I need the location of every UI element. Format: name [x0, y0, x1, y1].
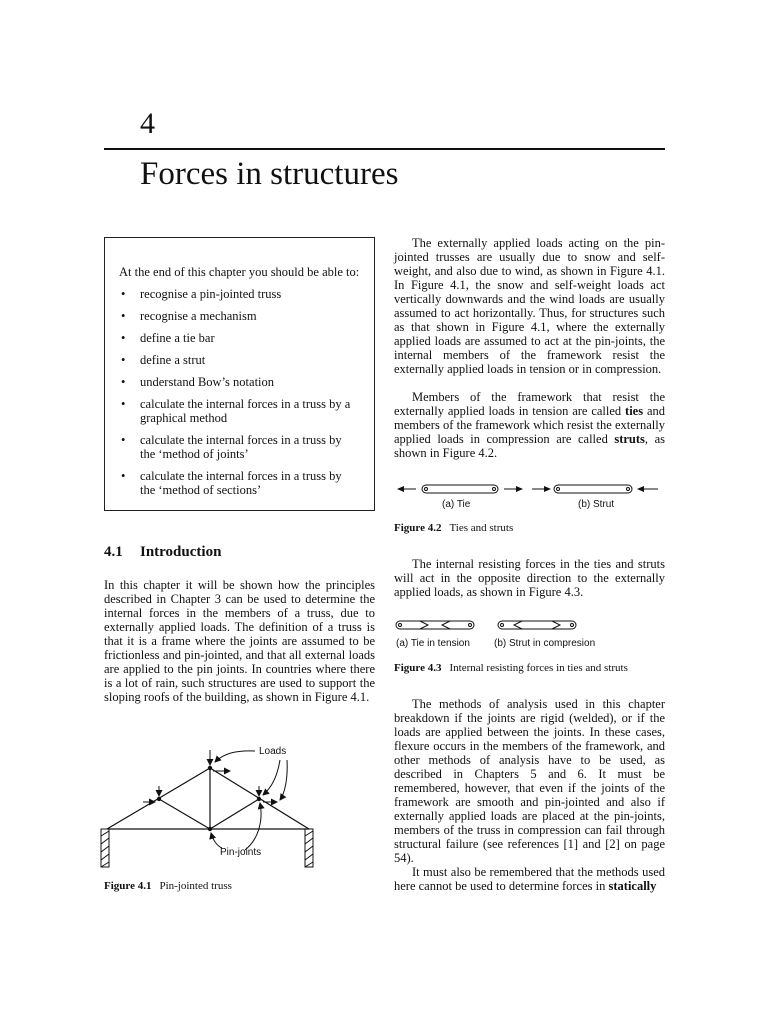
wall-supports [101, 829, 313, 867]
figure-4-1-caption [104, 880, 232, 892]
text-run: , as shown in Figure 4.2. [394, 432, 665, 460]
tie-in-tension-label: (a) Tie in tension [396, 638, 470, 649]
intro-paragraph: In this chapter it will be shown how the principles described in Chapter 3 can be used to determine the internal forces in the members of a truss, due to externally applied loads. The definition of a truss is that it is a frame where the joints are assumed to be frictionless and pin-jointed, and that all external loads are applied to the pin joints. In countries where there is a lot of rain, such structures are used to support the sloping roofs of the building, as shown in Figure 4.1. [104, 578, 375, 704]
objectives-list [119, 287, 360, 497]
term-struts: struts [614, 432, 645, 446]
objective-item: • recognise a pin-jointed truss [119, 287, 360, 301]
term-ties: ties [625, 404, 644, 418]
chapter-rule [104, 148, 665, 150]
objective-item: • recognise a mechanism [119, 309, 360, 323]
section-title: Introduction [140, 544, 222, 560]
figure-4-3-internal-forces [392, 615, 664, 651]
objective-item: • define a strut [119, 353, 360, 367]
caption-number: Figure 4.3 [394, 662, 442, 674]
truss-members [107, 768, 309, 829]
pin-joints [157, 766, 261, 831]
loads-label: Loads [259, 746, 287, 757]
section-heading [104, 544, 221, 561]
text-run: and members of the framework which resist the externally applied loads in compression are called [394, 404, 665, 446]
objective-item: • understand Bow’s notation [119, 375, 360, 389]
tie-label: (a) Tie [442, 499, 471, 510]
objective-item: • calculate the internal forces in a truss by the ‘method of sections’ [119, 469, 360, 497]
objective-item: • calculate the internal forces in a truss by a graphical method [119, 397, 360, 425]
caption-text: Ties and struts [449, 522, 514, 534]
objective-item: • calculate the internal forces in a truss by the ‘method of joints’ [119, 433, 360, 461]
caption-number: Figure 4.2 [394, 522, 442, 534]
strut-label: (b) Strut [578, 499, 615, 510]
right-paragraph-1: The externally applied loads acting on the pin-jointed trusses are usually due to snow and self-weight, and also due to wind, as shown in Figure 4.1. In Figure 4.1, the snow and self-weight loads act vertically downwards and the wind loads are usually assumed to act horizontally. Thus, for structures such as that shown in Figure 4.1, where the externally applied loads are assumed to act at the pin-joints, the internal members of the framework resist the externally applied loads in tension or in compression. [394, 236, 665, 376]
right-paragraph-3: The internal resisting forces in the ties and struts will act in the opposite direction to the externally applied loads, as shown in Figure 4.3. [394, 557, 665, 599]
strut-in-compression-label: (b) Strut in compresion [494, 638, 596, 649]
caption-text: Pin-jointed truss [159, 880, 232, 892]
load-arrows [143, 750, 287, 850]
caption-number: Figure 4.1 [104, 880, 152, 892]
figure-4-2-ties-struts [392, 478, 664, 512]
right-paragraph-5 [394, 865, 665, 893]
figure-4-3-caption [394, 662, 628, 674]
figure-4-1-truss [95, 738, 335, 873]
objective-item: • define a tie bar [119, 331, 360, 345]
objectives-intro: At the end of this chapter you should be able to: [119, 264, 360, 279]
right-paragraph-4: The methods of analysis used in this chapter breakdown if the joints are rigid (welded), or if the loads are applied between the joints. In these cases, flexure occurs in the members of the framework, and other methods of analysis have to be used, as described in Chapters 5 and 6. It must be remembered, however, that even if the joints of the framework are smooth and pin-jointed and also if externally applied loads are placed at the pin-joints, members of the truss in compression can fail through structural failure (see references [1] and [2] on page 54). [394, 697, 665, 865]
pinjoints-label: Pin-joints [220, 847, 262, 858]
right-paragraph-2 [394, 390, 665, 460]
term-statically: statically [608, 879, 657, 893]
text-run: Members of the framework that resist the externally applied loads in tension are called [394, 390, 665, 418]
chapter-number: 4 [140, 107, 155, 140]
text-run: It must also be remembered that the methods used here cannot be used to determine forces in [394, 865, 665, 893]
chapter-title: Forces in structures [140, 156, 399, 192]
caption-text: Internal resisting forces in ties and struts [449, 662, 628, 674]
section-number: 4.1 [104, 544, 123, 560]
objectives-box [104, 237, 375, 511]
figure-4-2-caption [394, 522, 513, 534]
